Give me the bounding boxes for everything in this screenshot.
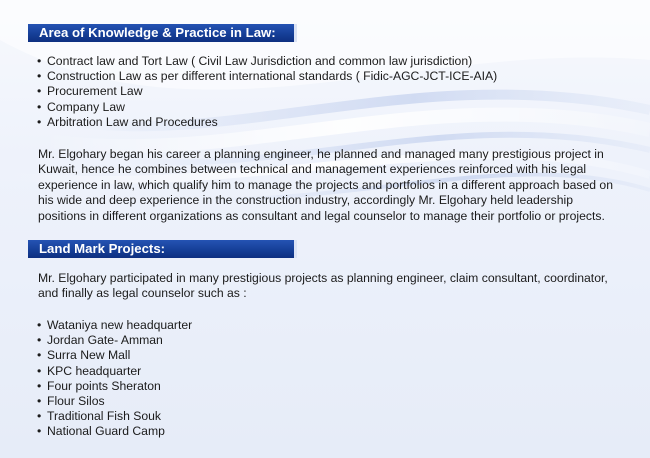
project-list-item: • KPC headquarter	[37, 364, 192, 379]
career-paragraph	[38, 147, 618, 224]
projects-list	[37, 318, 192, 440]
project-list-item: • Traditional Fish Souk	[37, 409, 192, 424]
knowledge-list-item: • Company Law	[37, 100, 497, 115]
landmark-section-heading: Land Mark Projects:	[28, 240, 297, 258]
career-paragraph-line: Kuwait, hence he combines between technical and management experiences reinforced with his legal	[38, 162, 587, 177]
project-list-item: • National Guard Camp	[37, 424, 192, 439]
project-list-item: • Surra New Mall	[37, 348, 192, 363]
project-list-item: • Wataniya new headquarter	[37, 318, 192, 333]
knowledge-section-heading: Area of Knowledge & Practice in Law:	[28, 24, 297, 42]
knowledge-list-item: • Procurement Law	[37, 84, 497, 99]
project-list-item: • Jordan Gate- Amman	[37, 333, 192, 348]
career-paragraph-line: his wide and deep experience in the construction industry, accordingly Mr. Elgohary held leadership	[38, 193, 573, 208]
landmark-intro-line: Mr. Elgohary participated in many prestigious projects as planning engineer, claim consultant, coordinator,	[38, 271, 608, 285]
knowledge-list-item: • Arbitration Law and Procedures	[37, 115, 497, 130]
project-list-item: • Four points Sheraton	[37, 379, 192, 394]
knowledge-list-item: • Contract law and Tort Law ( Civil Law Jurisdiction and common law jurisdiction)	[37, 54, 497, 69]
career-paragraph-line: experience in law, which qualify him to manage the projects and portfolios in a different approach based on	[38, 177, 613, 192]
career-paragraph-line: positions in different organizations as consultant and legal counselor to manage their portfolio or projects.	[38, 208, 605, 223]
landmark-intro-line: and finally as legal counselor such as :	[38, 286, 247, 301]
project-list-item: • Flour Silos	[37, 394, 192, 409]
knowledge-list-item: • Construction Law as per different international standards ( Fidic-AGC-JCT-ICE-AIA)	[37, 69, 497, 84]
knowledge-list	[37, 54, 497, 130]
landmark-intro-paragraph	[38, 271, 618, 302]
career-paragraph-line: Mr. Elgohary began his career a planning engineer, he planned and managed many prestigious project in	[38, 147, 604, 161]
